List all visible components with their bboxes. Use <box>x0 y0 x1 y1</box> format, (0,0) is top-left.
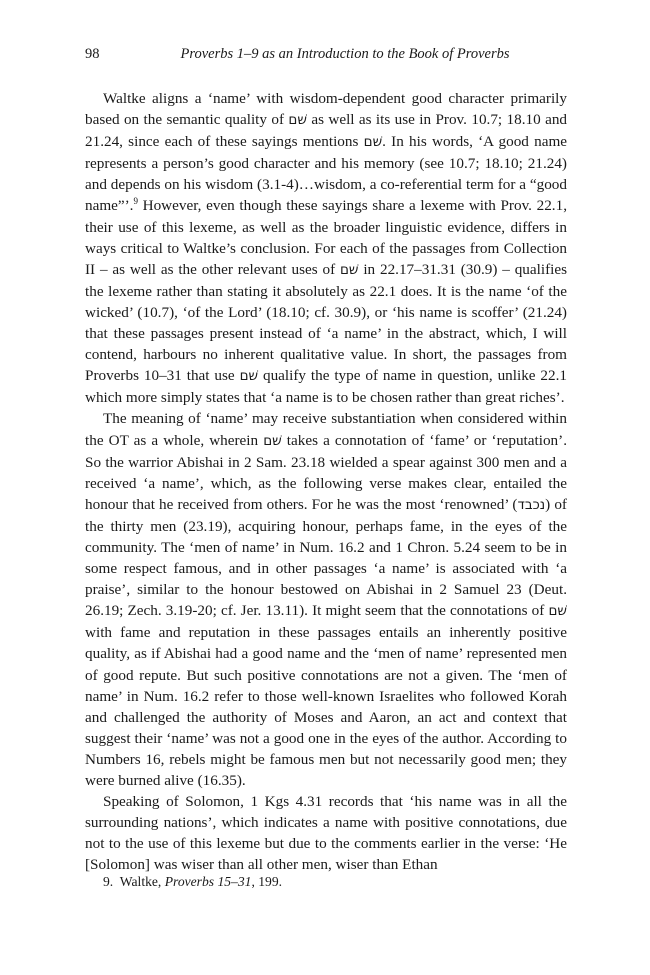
paragraph: Waltke aligns a ‘name’ with wisdom-dependent good character primarily based on the semantic quality of שׁם as well as its use in Prov. 10.7; 18.10 and 21.24, since each of these sayings mentions שׁם. In his words, ‘A good name represents a person’s good character and his memory (see 10.7; 18.10; 21.24) and depends on his wisdom (3.1-4)…wisdom, a co-referential term for a “good name”’.$^9$ However, even though these sayings share a lexeme with Prov. 22.1, their use of this lexeme, as well as the broader linguistic evidence, differs in ways critical to Waltke’s conclusion. For each of the passages from Collection II – as well as the other relevant uses of שׁם in 22.17–31.31 (30.9) – qualifies the lexeme rather than stating it absolutely as 22.1 does. It is the name ‘of the wicked’ (10.7), ‘of the Lord’ (18.10; cf. 30.9), or ‘his name is scoffer’ (21.24) that these passages present instead of ‘a name’ in the abstract, which, I will contend, harbours no inherent qualitative value. In short, the passages from Proverbs 10–31 that use שׁם qualify the type of name in question, unlike 22.1 which more simply states that ‘a name is to be chosen rather than great riches’. <box>85 90 568 407</box>
hebrew-word: שׁם <box>239 368 259 385</box>
hebrew-word: שׁם <box>339 261 359 278</box>
footnote-author: Waltke, <box>119 874 162 889</box>
footnote <box>103 873 567 891</box>
hebrew-word: שׁם <box>288 112 307 129</box>
footnote-number: 9. <box>103 874 114 889</box>
footnote-rest: , 199. <box>251 874 283 889</box>
running-title: Proverbs 1–9 as an Introduction to the Book of Proverbs <box>180 46 510 62</box>
hebrew-word: שׁם <box>263 432 282 449</box>
footnote-reference: 9 <box>133 196 138 207</box>
hebrew-word: שׁם <box>363 134 383 151</box>
body-text <box>85 88 567 875</box>
footnote-title: Proverbs 15–31 <box>164 874 252 889</box>
hebrew-word: נכבד <box>517 496 546 513</box>
paragraph: The meaning of ‘name’ may receive substantiation when considered within the OT as a whole, wherein שׁם takes a connotation of ‘fame’ or ‘reputation’. So the warrior Abishai in 2 Sam. 23.18 wielded a spear against 300 men and a received ‘a name’, which, as the following verse makes clear, entailed the honour that he received from others. For he was the most ‘renowned’ (נכבד) of the thirty men (23.19), acquiring honour, perhaps fame, in the eyes of the community. The ‘men of name’ in Num. 16.2 and 1 Chron. 5.24 seem to be in some respect famous, and in other passages ‘a name’ is associated with ‘a praise’, similar to the honour bestowed on Abishai in 2 Samuel 23 (Deut. 26.19; Zech. 3.19-20; cf. Jer. 13.11). It might seem that the connotations of שׁם with fame and reputation in these passages entails an inherently positive quality, as if Abishai had a good name and the ‘men of name’ represented men of good repute. But such positive connotations are not a given. The ‘men of name’ in Num. 16.2 refer to those well-known Israelites who followed Korah and challenged the authority of Moses and Aaron, an act and context that suggest their ‘name’ was not a good one in the eyes of the author. According to Numbers 16, rebels might be famous men but not necessarily good men; they were burned alive (16.35). <box>85 410 568 789</box>
running-head <box>85 44 567 64</box>
paragraph: Speaking of Solomon, 1 Kgs 4.31 records that ‘his name was in all the surrounding nations’, which indicates a name with positive connotations, due not to the use of this lexeme but due to the comments earlier in the verse: ‘He [Solomon] was wiser than all other men, wiser than Ethan <box>85 793 567 874</box>
book-page <box>85 0 567 975</box>
hebrew-word: שׁם <box>548 603 567 620</box>
page-number: 98 <box>85 46 100 62</box>
